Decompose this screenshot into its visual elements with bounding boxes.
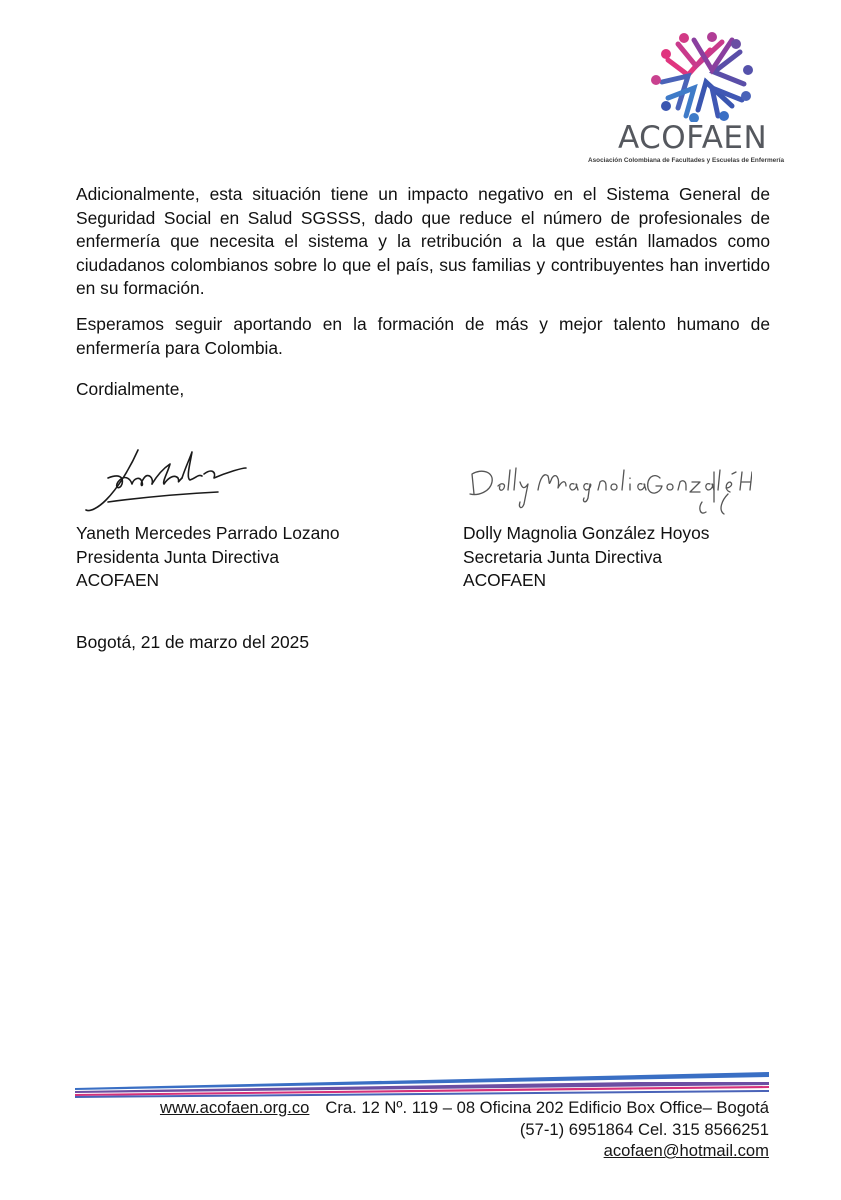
acofaen-logo	[588, 30, 814, 170]
paragraph-commitment: Esperamos seguir aportando en la formación de más y mejor talento humano de enfermería para Colombia.	[76, 314, 770, 358]
signatory-role: Presidenta Junta Directiva	[76, 546, 279, 567]
email-link[interactable]: acofaen@hotmail.com	[603, 1141, 769, 1160]
signatory-name: Dolly Magnolia González Hoyos	[463, 523, 710, 543]
letter-date: Bogotá, 21 de marzo del 2025	[76, 632, 310, 652]
signature-image	[462, 458, 752, 524]
website-link[interactable]: www.acofaen.org.co	[159, 1098, 310, 1117]
signatory-role: Secretaria Junta Directiva	[463, 546, 663, 567]
signatory-org: ACOFAEN	[76, 570, 160, 590]
footer-address: Cra. 12 Nº. 119 – 08 Oficina 202 Edificio Box Office– Bogotá	[325, 1098, 769, 1117]
signature-image	[78, 438, 248, 520]
signatory-name: Yaneth Mercedes Parrado Lozano	[76, 523, 340, 543]
footer-phones: (57-1) 6951864 Cel. 315 8566251	[519, 1119, 769, 1139]
signatory-block	[463, 522, 709, 593]
people-circle-logo-icon	[648, 30, 758, 122]
logo-subtitle: Asociación Colombiana de Facultades y Escuelas de Enfermería	[588, 157, 785, 164]
paragraph-impact: Adicionalmente, esta situación tiene un impacto negativo en el Sistema General de Seguridad Social en Salud SGSSS, dado que reduce el número de profesionales de enfermería que necesita el sistema y la retribución a la que están llamados como ciudadanos colombianos sobre lo que el país, sus familias y contribuyentes han invertido en su formación.	[76, 184, 770, 298]
footer-contact	[69, 1097, 769, 1162]
signatory-block	[76, 522, 340, 593]
footer-divider	[75, 1068, 769, 1098]
closing: Cordialmente,	[76, 379, 185, 399]
logo-name: ACOFAEN	[618, 120, 768, 156]
signatory-org: ACOFAEN	[463, 570, 547, 590]
